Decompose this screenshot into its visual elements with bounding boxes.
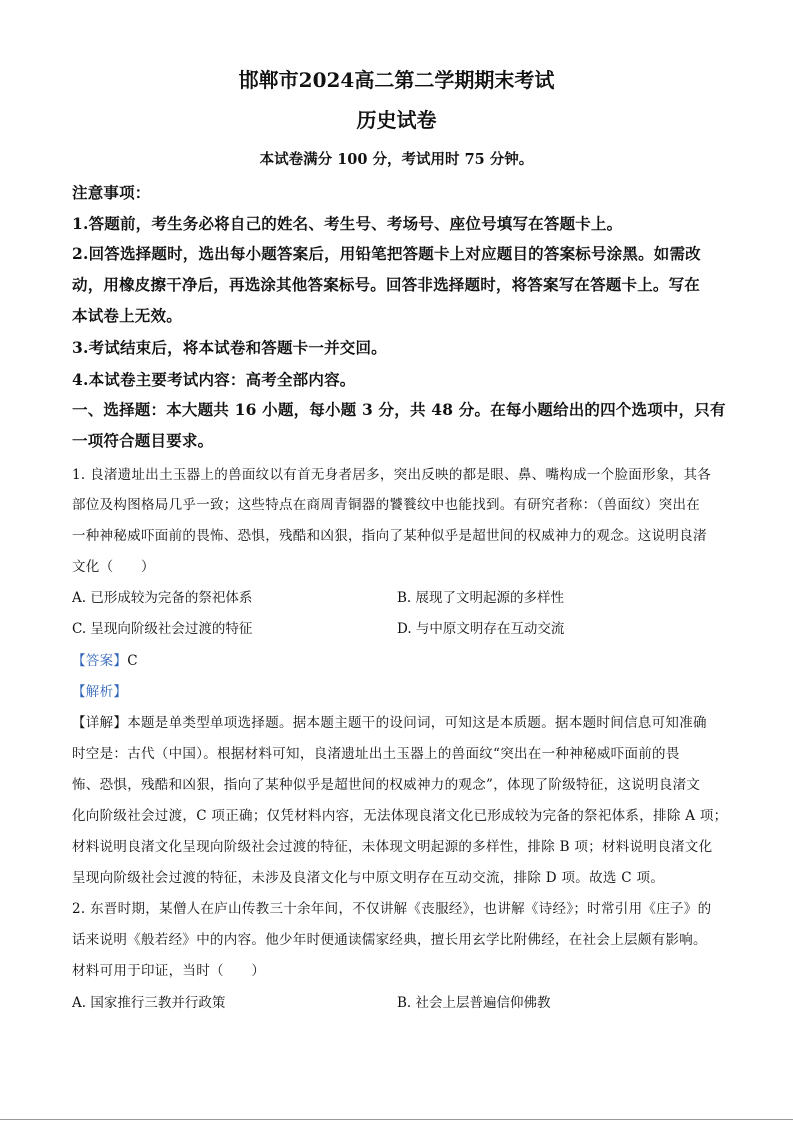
question-1-detail: 呈现向阶级社会过渡的特征，未涉及良渚文化与中原文明存在互动交流，排除 D 项。故选 C 项。 [72,870,665,886]
question-1-detail: 材料说明良渚文化呈现向阶级社会过渡的特征，未体现文明起源的多样性，排除 B 项；材料说明良渚文化 [72,839,713,855]
notice-line: 本试卷上无效。 [72,306,182,325]
detail-text: 本题是单类型单项选择题。据本题主题干的设问词，可知这是本质题。据本题时间信息可知准确 [127,715,707,731]
question-2-option-b: B. 社会上层普遍信仰佛教 [397,995,551,1011]
question-1-stem: 部位及构图格局几乎一致；这些特点在商周青铜器的饕餮纹中也能找到。有研究者称：（兽面纹）突出在 [72,497,701,513]
question-1-option-d: D. 与中原文明存在互动交流 [397,621,565,637]
question-2-stem: 话来说明《般若经》中的内容。他少年时便通读儒家经典，擅长用玄学比附佛经，在社会上层颇有影响。 [72,932,707,948]
question-1-detail: 怖、恐惧，残酷和凶狠，指向了某种似乎是超世间的权威神力的观念”，体现了阶级特征，这说明良渚文 [72,777,701,793]
notice-heading: 注意事项： [72,183,151,202]
notice-line: 2.回答选择题时，选出每小题答案后，用铅笔把答题卡上对应题目的答案标号涂黑。如需改 [72,244,701,263]
notice-line: 3.考试结束后，将本试卷和答题卡一并交回。 [72,338,387,357]
question-1-option-c: C. 呈现向阶级社会过渡的特征 [72,621,253,637]
exam-info: 本试卷满分 100 分，考试用时 75 分钟。 [259,151,534,168]
question-1-stem: 文化（ ） [72,559,155,575]
section-heading: 一项符合题目要求。 [72,431,214,450]
analysis-label: 【解析】 [72,684,128,700]
question-1-option-a: A. 已形成较为完备的祭祀体系 [72,590,253,606]
question-1-stem: 一种神秘威吓面前的畏怖、恐惧，残酷和凶狠，指向了某种似乎是超世间的权威神力的观念。这说明良渚 [72,528,707,544]
question-1-stem: 1. 良渚遗址出土玉器上的兽面纹以有首无身者居多，突出反映的都是眼、鼻、嘴构成一个脸面形象，其各 [72,467,712,483]
question-2-stem: 材料可用于印证，当时（ ） [72,963,266,979]
exam-title: 邯郸市2024高二第二学期期末考试 [238,68,555,92]
answer-value: C [127,653,138,669]
page-bottom-divider [0,1119,793,1120]
answer-label: 【答案】 [72,653,128,669]
question-1-detail: 化向阶级社会过渡，C 项正确；仅凭材料内容，无法体现良渚文化已形成较为完备的祭祀体系，排除 A 项； [72,808,728,824]
question-1-answer [72,649,138,669]
question-2-option-a: A. 国家推行三教并行政策 [72,995,226,1011]
section-heading: 一、选择题：本大题共 16 小题，每小题 3 分，共 48 分。在每小题给出的四个选项中，只有 [72,400,726,419]
exam-subtitle: 历史试卷 [356,108,437,132]
detail-label: 【详解】 [72,715,128,731]
question-1-detail: 时空是：古代（中国）。根据材料可知，良渚遗址出土玉器上的兽面纹“突出在一种神秘威吓面前的畏 [72,746,680,762]
question-1-detail [72,711,707,731]
notice-line: 4.本试卷主要考试内容：高考全部内容。 [72,370,356,389]
question-2-stem: 2. 东晋时期，某僧人在庐山传教三十余年间，不仅讲解《丧服经》，也讲解《诗经》；时常引用《庄子》的 [72,901,712,917]
notice-line: 动，用橡皮擦干净后，再选涂其他答案标号。回答非选择题时，将答案写在答题卡上。写在 [72,275,701,294]
notice-line: 1.答题前，考生务必将自己的姓名、考生号、考场号、座位号填写在答题卡上。 [72,214,623,233]
question-1-option-b: B. 展现了文明起源的多样性 [397,590,565,606]
